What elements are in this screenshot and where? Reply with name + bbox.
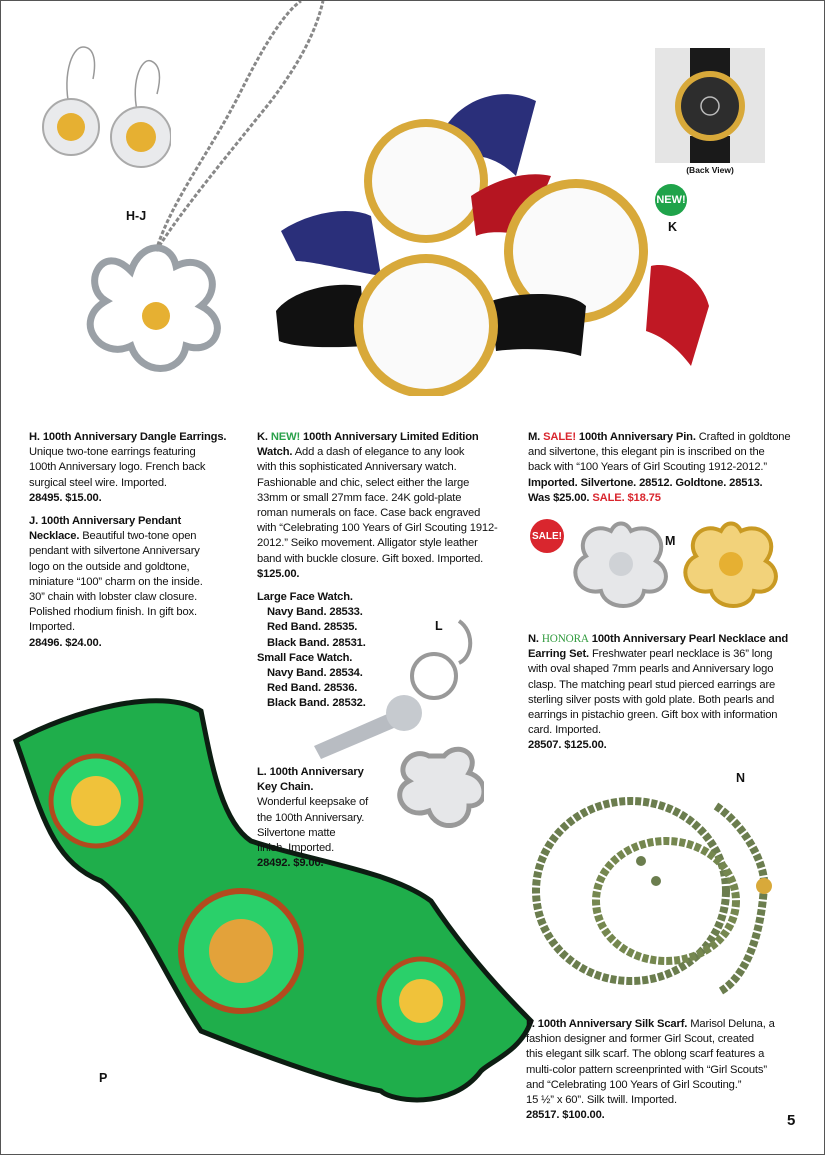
product-k-line: roman numerals on face. Case back engraved bbox=[257, 507, 481, 520]
watch-back-view-image bbox=[655, 48, 765, 163]
product-n-line: clasp. The matching pearl stud pierced earrings are bbox=[528, 678, 776, 691]
product-k-options bbox=[257, 590, 417, 712]
large-face-option: Red Band. 28535. bbox=[267, 621, 358, 634]
product-m-line: Crafted in goldtone bbox=[695, 431, 791, 443]
product-p-line: this elegant silk scarf. The oblong scarf features a bbox=[526, 1048, 765, 1061]
product-k-line: 2012.” Seiko movement. Alligator style leather bbox=[257, 537, 478, 550]
product-j-line: 30” chain with lobster claw closure. bbox=[29, 591, 198, 604]
product-p-line: fashion designer and former Girl Scout, created bbox=[526, 1033, 755, 1046]
product-l-line: Wonderful keepsake of bbox=[257, 796, 369, 809]
product-m-line: back with “100 Years of Girl Scouting 1912-2012.” bbox=[528, 461, 767, 474]
product-m-codes: Imported. Silvertone. 28512. Goldtone. 28513. bbox=[528, 476, 763, 489]
product-j-line: miniature “100” charm on the inside. bbox=[29, 575, 203, 588]
small-face-option: Navy Band. 28534. bbox=[267, 667, 363, 680]
product-k-line: with this sophisticated Anniversary watch. bbox=[257, 461, 457, 474]
product-p-line: and “Celebrating 100 Years of Girl Scouting.” bbox=[526, 1078, 742, 1091]
product-h-line: Unique two-tone earrings featuring bbox=[29, 446, 196, 459]
pearl-necklace-image bbox=[516, 786, 806, 1001]
honora-brand: HONORA bbox=[541, 633, 589, 645]
product-m-prefix: M. bbox=[528, 431, 544, 443]
product-h-line: 100th Anniversary logo. French back bbox=[29, 461, 206, 474]
product-n-line: card. Imported. bbox=[528, 724, 601, 737]
silk-scarf-image bbox=[11, 671, 536, 1141]
product-l-line: finish. Imported. bbox=[257, 842, 335, 855]
product-j-title: J. 100th Anniversary Pendant bbox=[29, 515, 182, 527]
product-p-price: 28517. $100.00. bbox=[526, 1109, 605, 1122]
product-l-title: L. 100th Anniversary bbox=[257, 766, 364, 778]
label-n: N bbox=[736, 771, 746, 785]
product-m-was-price: Was $25.00. bbox=[528, 491, 590, 504]
product-p-line: Marisol Deluna, a bbox=[687, 1018, 775, 1030]
small-face-heading: Small Face Watch. bbox=[257, 651, 353, 664]
product-n-price: 28507. $125.00. bbox=[528, 739, 607, 752]
small-face-option: Black Band. 28532. bbox=[267, 697, 366, 710]
label-m: M bbox=[665, 534, 676, 548]
product-j-line: logo on the outside and goldtone, bbox=[29, 560, 190, 573]
page-number: 5 bbox=[787, 1112, 796, 1129]
sale-badge: SALE! bbox=[530, 519, 564, 553]
product-l-title-cont: Key Chain. bbox=[257, 781, 314, 794]
product-j-line: pendant with silvertone Anniversary bbox=[29, 545, 200, 558]
label-p: P bbox=[99, 1071, 108, 1085]
product-l-line: Silvertone matte bbox=[257, 826, 336, 839]
product-k-line: Add a dash of elegance to any look bbox=[292, 446, 465, 459]
product-k-price: $125.00. bbox=[257, 567, 300, 580]
product-p-description bbox=[526, 1017, 816, 1123]
small-face-option: Red Band. 28536. bbox=[267, 682, 358, 695]
product-h-line: surgical steel wire. Imported. bbox=[29, 476, 167, 489]
product-m-description bbox=[528, 430, 818, 506]
product-j-title-cont: Necklace. bbox=[29, 530, 80, 543]
product-m-line: and silvertone, this elegant pin is inscribed on the bbox=[528, 446, 765, 459]
product-k-new-tag: NEW! bbox=[270, 431, 301, 443]
product-h-title: H. 100th Anniversary Dangle Earrings. bbox=[29, 431, 227, 443]
product-n-line: sterling silver posts with gold plate. Both pearls and bbox=[528, 693, 775, 706]
product-l-line: the 100th Anniversary. bbox=[257, 811, 365, 824]
product-n-title-cont: Earring Set. bbox=[528, 648, 589, 661]
product-j-line: Imported. bbox=[29, 621, 75, 634]
watches-image bbox=[271, 86, 711, 396]
label-l: L bbox=[435, 619, 443, 633]
product-m-sale-tag: SALE! bbox=[543, 431, 576, 443]
large-face-option: Navy Band. 28533. bbox=[267, 606, 363, 619]
large-face-heading: Large Face Watch. bbox=[257, 591, 353, 603]
product-k-title-cont: Watch. bbox=[257, 446, 293, 459]
label-hj: H-J bbox=[126, 209, 147, 223]
product-m-title: 100th Anniversary Pin. bbox=[575, 431, 696, 443]
label-k: K bbox=[668, 220, 678, 234]
product-n-line: with oval shaped 7mm pearls and Anniversary logo bbox=[528, 663, 774, 676]
product-j-line: Polished rhodium finish. In gift box. bbox=[29, 606, 197, 619]
product-n-line: Freshwater pearl necklace is 36” long bbox=[589, 648, 773, 661]
product-k-prefix: K. bbox=[257, 431, 271, 443]
product-k-line: with “Celebrating 100 Years of Girl Scouting 1912- bbox=[257, 522, 498, 535]
product-k-title: 100th Anniversary Limited Edition bbox=[300, 431, 479, 443]
product-p-title: P. 100th Anniversary Silk Scarf. bbox=[526, 1018, 688, 1030]
product-k-line: 33mm or small 27mm face. 24K gold-plate bbox=[257, 491, 462, 504]
product-k-description bbox=[257, 430, 522, 582]
product-p-line: 15 ½” x 60”. Silk twill. Imported. bbox=[526, 1094, 677, 1107]
product-k-line: Fashionable and chic, select either the large bbox=[257, 476, 470, 489]
product-h-description bbox=[29, 430, 269, 506]
product-j-line: Beautiful two-tone open bbox=[79, 530, 197, 543]
anniversary-pins-image bbox=[566, 516, 781, 616]
back-view-caption: (Back View) bbox=[686, 165, 734, 175]
product-m-sale-price: SALE. $18.75 bbox=[589, 491, 661, 504]
product-k-line: band with buckle closure. Gift boxed. Imported. bbox=[257, 552, 484, 565]
product-j-description bbox=[29, 514, 269, 651]
product-p-line: multi-color pattern screenprinted with “Girl Scouts” bbox=[526, 1063, 767, 1076]
product-h-price: 28495. $15.00. bbox=[29, 491, 102, 504]
product-n-title: 100th Anniversary Pearl Necklace and bbox=[588, 633, 789, 645]
new-badge: NEW! bbox=[655, 184, 687, 216]
product-n-line: earrings in pistachio green. Gift box with information bbox=[528, 709, 778, 722]
product-j-price: 28496. $24.00. bbox=[29, 636, 102, 649]
large-face-option: Black Band. 28531. bbox=[267, 636, 366, 649]
product-l-description bbox=[257, 765, 392, 871]
product-n-prefix: N. bbox=[528, 633, 542, 645]
product-n-description bbox=[528, 632, 818, 754]
product-l-price: 28492. $9.00. bbox=[257, 857, 324, 870]
